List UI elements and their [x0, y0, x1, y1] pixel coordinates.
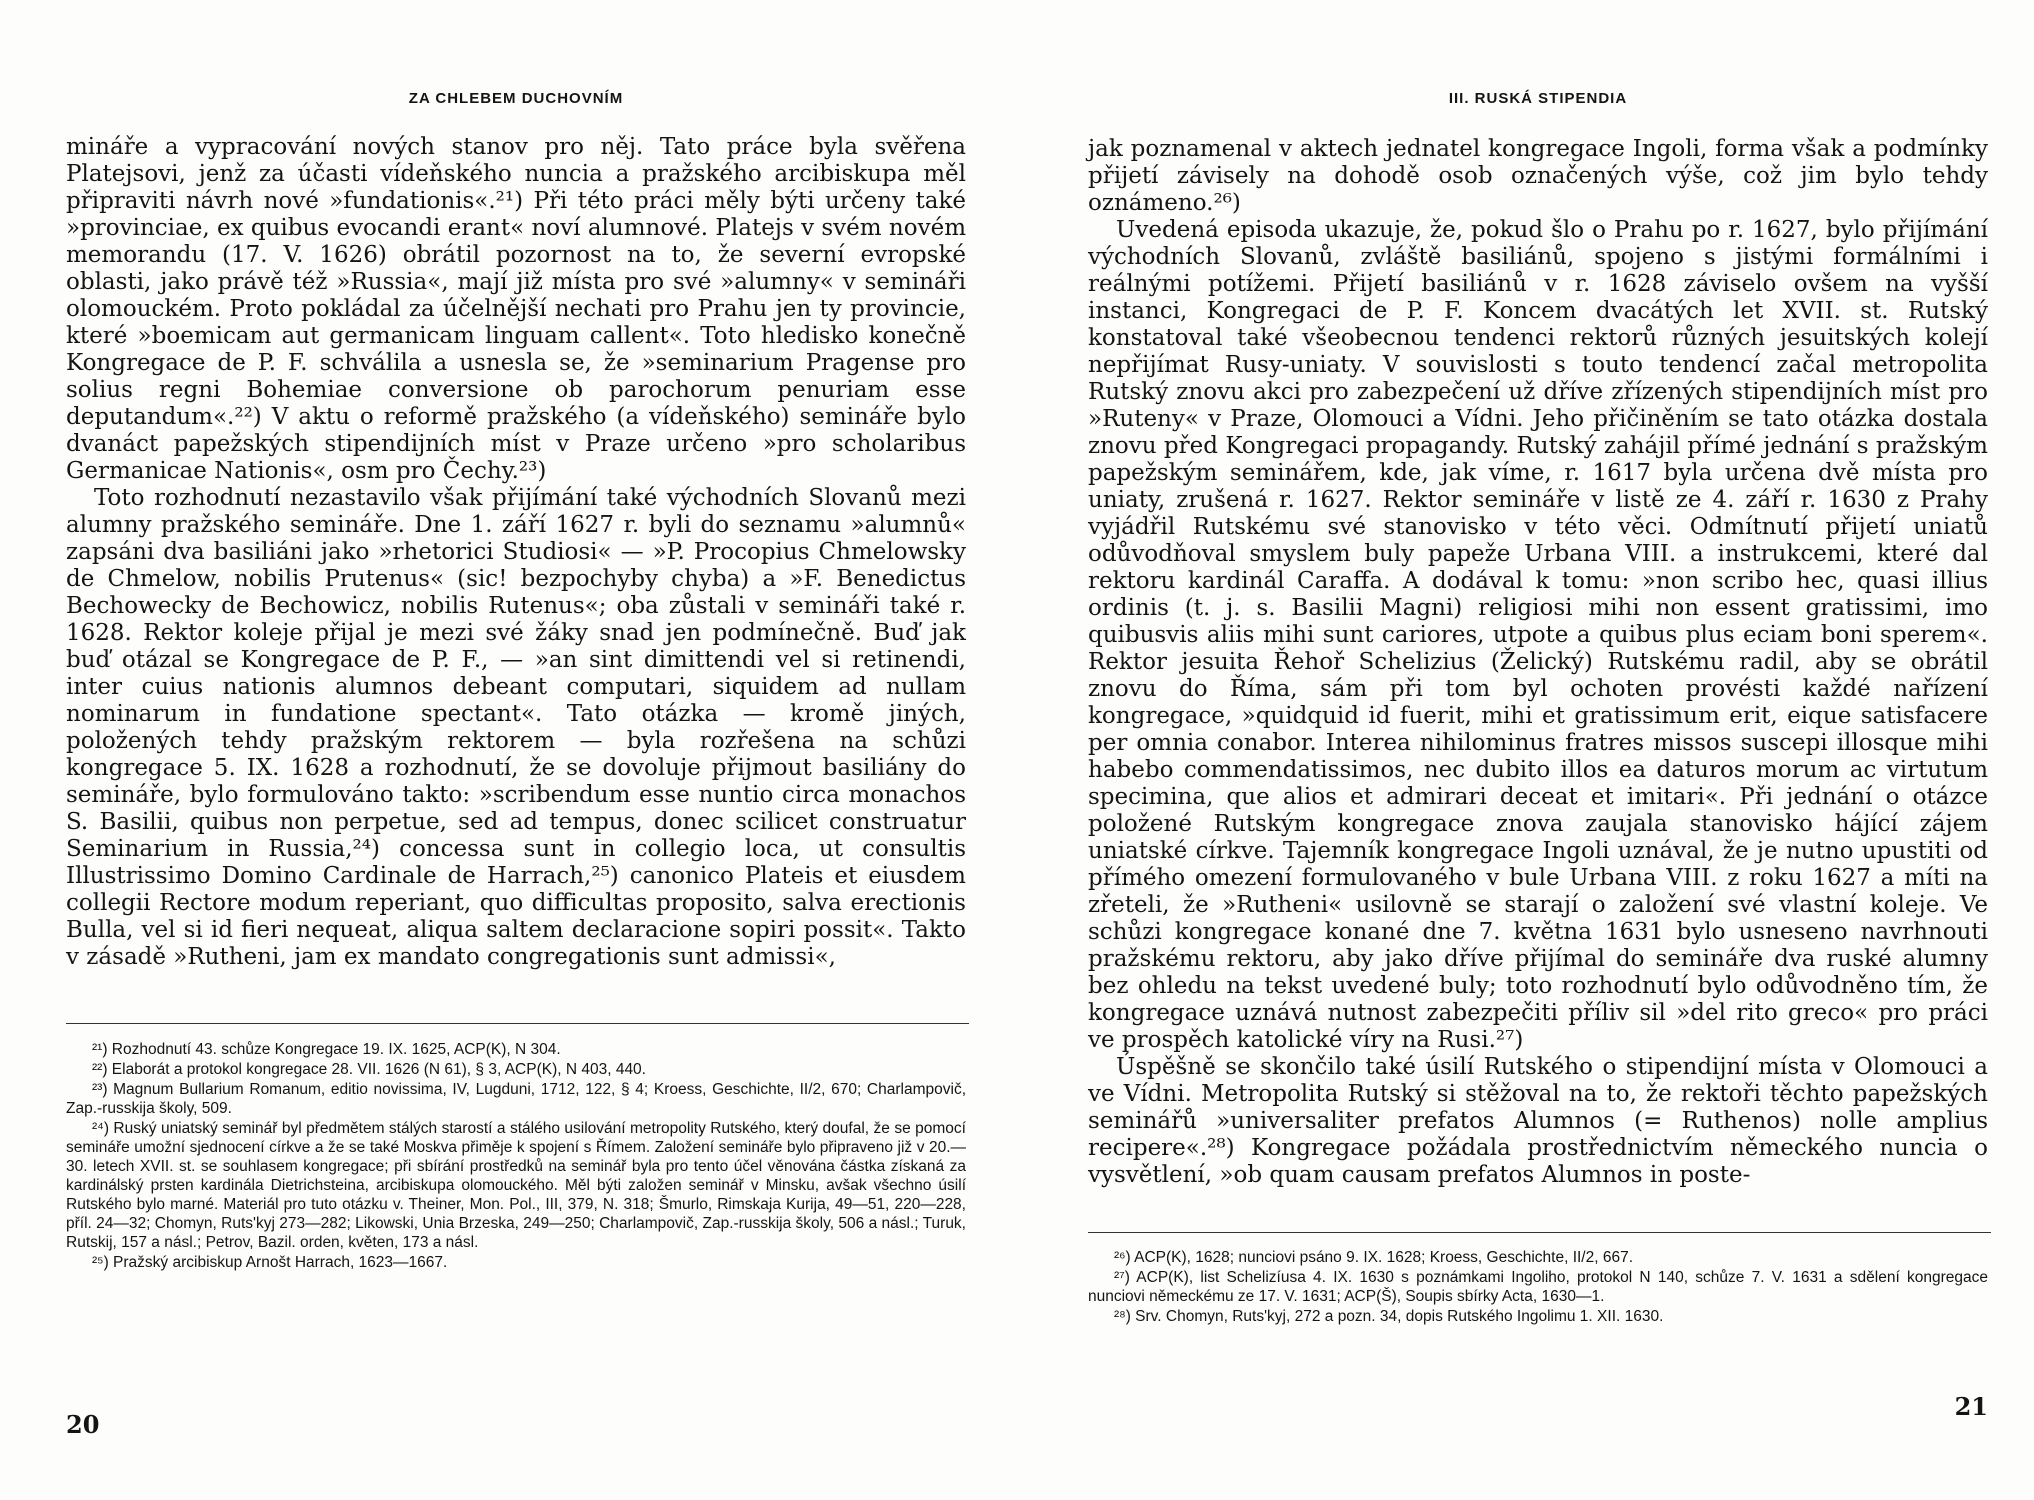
- footnote: ²³) Magnum Bullarium Romanum, editio novissima, IV, Lugduni, 1712, 122, § 4; Kroess, Geschichte, II/2, 670; Charlampovič, Zap.-russkija školy, 509.: [66, 1081, 966, 1117]
- footnote-divider: [1088, 1232, 1991, 1233]
- footnote: ²¹) Rozhodnutí 43. schůze Kongregace 19. IX. 1625, ACP(K), N 304.: [92, 1041, 561, 1058]
- footnote-divider: [66, 1023, 969, 1024]
- right-page: [1088, 0, 1988, 1500]
- running-head: III. RUSKÁ STIPENDIA: [1448, 90, 1628, 107]
- footnote: ²⁸) Srv. Chomyn, Ruts'kyj, 272 a pozn. 34, dopis Rutského Ingolimu 1. XII. 1630.: [1114, 1308, 1664, 1325]
- page-number: 20: [66, 1410, 100, 1439]
- running-head: ZA CHLEBEM DUCHOVNÍM: [408, 90, 624, 107]
- footnotes: [66, 1040, 966, 1273]
- paragraph: mináře a vypracování nových stanov pro něj. Tato práce byla svěřena Platejsovi, jenž za účasti vídeňského nuncia a pražského arcibiskupa měl připraviti návrh nové »fundationis«.²¹) Při této práci měly býti určeny také »provinciae, ex quibus evocandi erant« noví alumnové. Platejs v svém novém memorandu (17. V. 1626) obrátil pozornost na to, že severní evropské oblasti, jako právě též »Russia«, mají již místa pro své »alumny« v semináři olomouckém. Proto pokládal za účelnější nechati pro Prahu jen ty provincie, které »boemicam aut germanicam linguam callent«. Toto hledisko konečně Kongregace de P. F. schválila a usnesla se, že »seminarium Pragense pro solius regni Bohemiae conversione ob parochorum penuriam esse deputandum«.²²) V aktu o reformě pražského (a vídeňského) semináře bylo dvanáct papežských stipendijních míst v Praze určeno »pro scholaribus Germanicae Nationis«, osm pro Čechy.²³): [66, 134, 966, 484]
- footnotes: [1088, 1248, 1988, 1327]
- footnote: ²²) Elaborát a protokol kongregace 28. VII. 1626 (N 61), § 3, ACP(K), N 403, 440.: [92, 1061, 646, 1078]
- paragraph: Toto rozhodnutí nezastavilo však přijímání také východních Slovanů mezi alumny pražského semináře. Dne 1. září 1627 r. byli do seznamu »alumnů« zapsáni dva basiliáni jako »rhetorici Studiosi« — »P. Procopius Chmelowsky de Chmelow, nobilis Prutenus« (sic! bezpochyby chyba) a »F. Benedictus Bechowecky de Bechowicz, nobilis Rutenus«; oba zůstali v semináři také r. 1628. Rektor koleje přijal je mezi své žáky snad jen podmínečně. Buď jak buď otázal se Kongregace de P. F., — »an sint dimittendi vel si retinendi, inter cuius nationis alumnos debeant computari, siquidem ad nullam nominarum in fundatione spectant«. Tato otázka — kromě jiných, položených tehdy pražským rektorem — byla rozřešena na schůzi kongregace 5. IX. 1628 a rozhodnutí, že se dovoluje přijmout basiliány do semináře, bylo formulováno takto: »scribendum esse nuntio circa monachos S. Basilii, quibus non perpetue, sed ad tempus, donec scilicet construatur Seminarium in Russia,²⁴) concessa sunt in collegio loca, ut consultis Illustrissimo Domino Cardinale de Harrach,²⁵) canonico Plateis et eiusdem collegii Rectore modum reperiant, quo difficultas proposito, salva erectionis Bulla, vel si id fieri nequeat, aliqua saltem declaracione sopiri possit«. Takto v zásadě »Rutheni, jam ex mandato congregationis sunt admissi«,: [66, 485, 966, 970]
- footnote: ²⁴) Ruský uniatský seminář byl předmětem stálých starostí a stálého usilování metropolity Rutského, který doufal, že se pomocí semináře umožní sjednocení církve a že se také Moskva přiměje k spojení s Římem. Založení semináře bylo připraveno již v 20.—30. letech XVII. st. se souhlasem kongregace; při sbírání prostředků na seminář byla pro tento účel věnována částka získaná za kardinálský prsten kardinála Dietrichsteina, arcibiskupa olomouckého. Měl býti založen seminář v Minsku, avšak všechno úsilí Rutského bylo marné. Materiál pro tuto otázku v. Theiner, Mon. Pol., III, 379, N. 318; Šmurlo, Rimskaja Kurija, 49—51, 220—228, příl. 24—32; Chomyn, Ruts'kyj 273—282; Likowski, Unia Brzeska, 249—250; Charlampovič, Zap.-russkija školy, 506 a násl.; Turuk, Rutskij, 157 a násl.; Petrov, Bazil. orden, květen, 173 a násl.: [66, 1120, 966, 1251]
- paragraph: jak poznamenal v aktech jednatel kongregace Ingoli, forma však a podmínky přijetí závisely na dohodě osob označených výše, což jim bylo tehdy oznámeno.²⁶): [1088, 136, 1988, 216]
- page-number: 21: [1954, 1392, 1988, 1421]
- body-text: [66, 134, 966, 971]
- footnote: ²⁵) Pražský arcibiskup Arnošt Harrach, 1623—1667.: [92, 1254, 448, 1271]
- body-text: [1088, 136, 1988, 1189]
- paragraph: Úspěšně se skončilo také úsilí Rutského o stipendijní místa v Olomouci a ve Vídni. Metropolita Rutský si stěžoval na to, že rektoři těchto papežských seminářů »universaliter prefatos Alumnos (= Ruthenos) nolle amplius recipere«.²⁸) Kongregace požádala prostřednictvím německého nuncia o vysvětlení, »ob quam causam prefatos Alumnos in poste-: [1088, 1054, 1988, 1188]
- left-page: [66, 0, 966, 1500]
- footnote: ²⁶) ACP(K), 1628; nunciovi psáno 9. IX. 1628; Kroess, Geschichte, II/2, 667.: [1114, 1249, 1634, 1266]
- paragraph: Uvedená episoda ukazuje, že, pokud šlo o Prahu po r. 1627, bylo přijímání východních Slovanů, zvláště basiliánů, spojeno s jistými formálními i reálnými potížemi. Přijetí basiliánů v r. 1628 záviselo ovšem na vyšší instanci, Kongregaci de P. F. Koncem dvacátých let XVII. st. Rutský konstatoval také všeobecnou tendenci rektorů různých jesuitských kolejí nepřijímat Rusy-uniaty. V souvislosti s touto tendencí začal metropolita Rutský znovu akci pro zabezpečení už dříve zřízených stipendijních míst pro »Ruteny« v Praze, Olomouci a Vídni. Jeho přičiněním se tato otázka dostala znovu před Kongregaci propagandy. Rutský zahájil přímé jednání s pražským papežským seminářem, kde, jak víme, r. 1617 byla určena dvě místa pro uniaty, zrušená r. 1627. Rektor semináře v listě ze 4. září r. 1630 z Prahy vyjádřil Rutskému své stanovisko v této věci. Odmítnutí přijetí uniatů odůvodňoval smyslem buly papeže Urbana VIII. a instrukcemi, které dal rektoru kardinál Caraffa. A dodával k tomu: »non scribo hec, quasi illius ordinis (t. j. s. Basilii Magni) religiosi mihi non essent gratissimi, imo quibusvis aliis mihi sunt cariores, utpote a quibus plus eciam boni sperem«. Rektor jesuita Řehoř Schelizius (Želický) Rutskému radil, aby se obrátil znovu do Říma, sám při tom byl ochoten provésti každé nařízení kongregace, »quidquid id fuerit, mihi et gratissimum erit, eique satisfacere per omnia conabor. Interea nihilominus fratres missos suscepi illosque mihi habebo commendatissimos, nec dubito illos ea daturos morum ac virtutum specimina, que alios et admirari deceat et imitari«. Při jednání o otázce položené Rutským kongregace znova zaujala stanovisko hájící zájem uniatské církve. Tajemník kongregace Ingoli uznával, že je nutno upustiti od přímého omezení formulovaného v bule Urbana VIII. z roku 1627 a míti na zřeteli, že »Rutheni« usilovně se starají o založení své vlastní koleje. Ve schůzi kongregace konané dne 7. května 1631 bylo usneseno navrhnouti pražskému rektoru, aby jako dříve přijímal do semináře dva ruské alumny bez ohledu na tekst uvedené buly; toto rozhodnutí bylo odůvodněno tím, že kongregace uznává nutnost zabezpečiti příliv sil »del rito greco« pro práci ve prospěch katolické víry na Rusi.²⁷): [1088, 217, 1988, 1053]
- footnote: ²⁷) ACP(K), list Schelizíusa 4. IX. 1630 s poznámkami Ingoliho, protokol N 140, schůze 7. V. 1631 a sdělení kongregace nunciovi německému ze 17. V. 1631; ACP(Š), Soupis sbírky Acta, 1630—1.: [1088, 1269, 1988, 1305]
